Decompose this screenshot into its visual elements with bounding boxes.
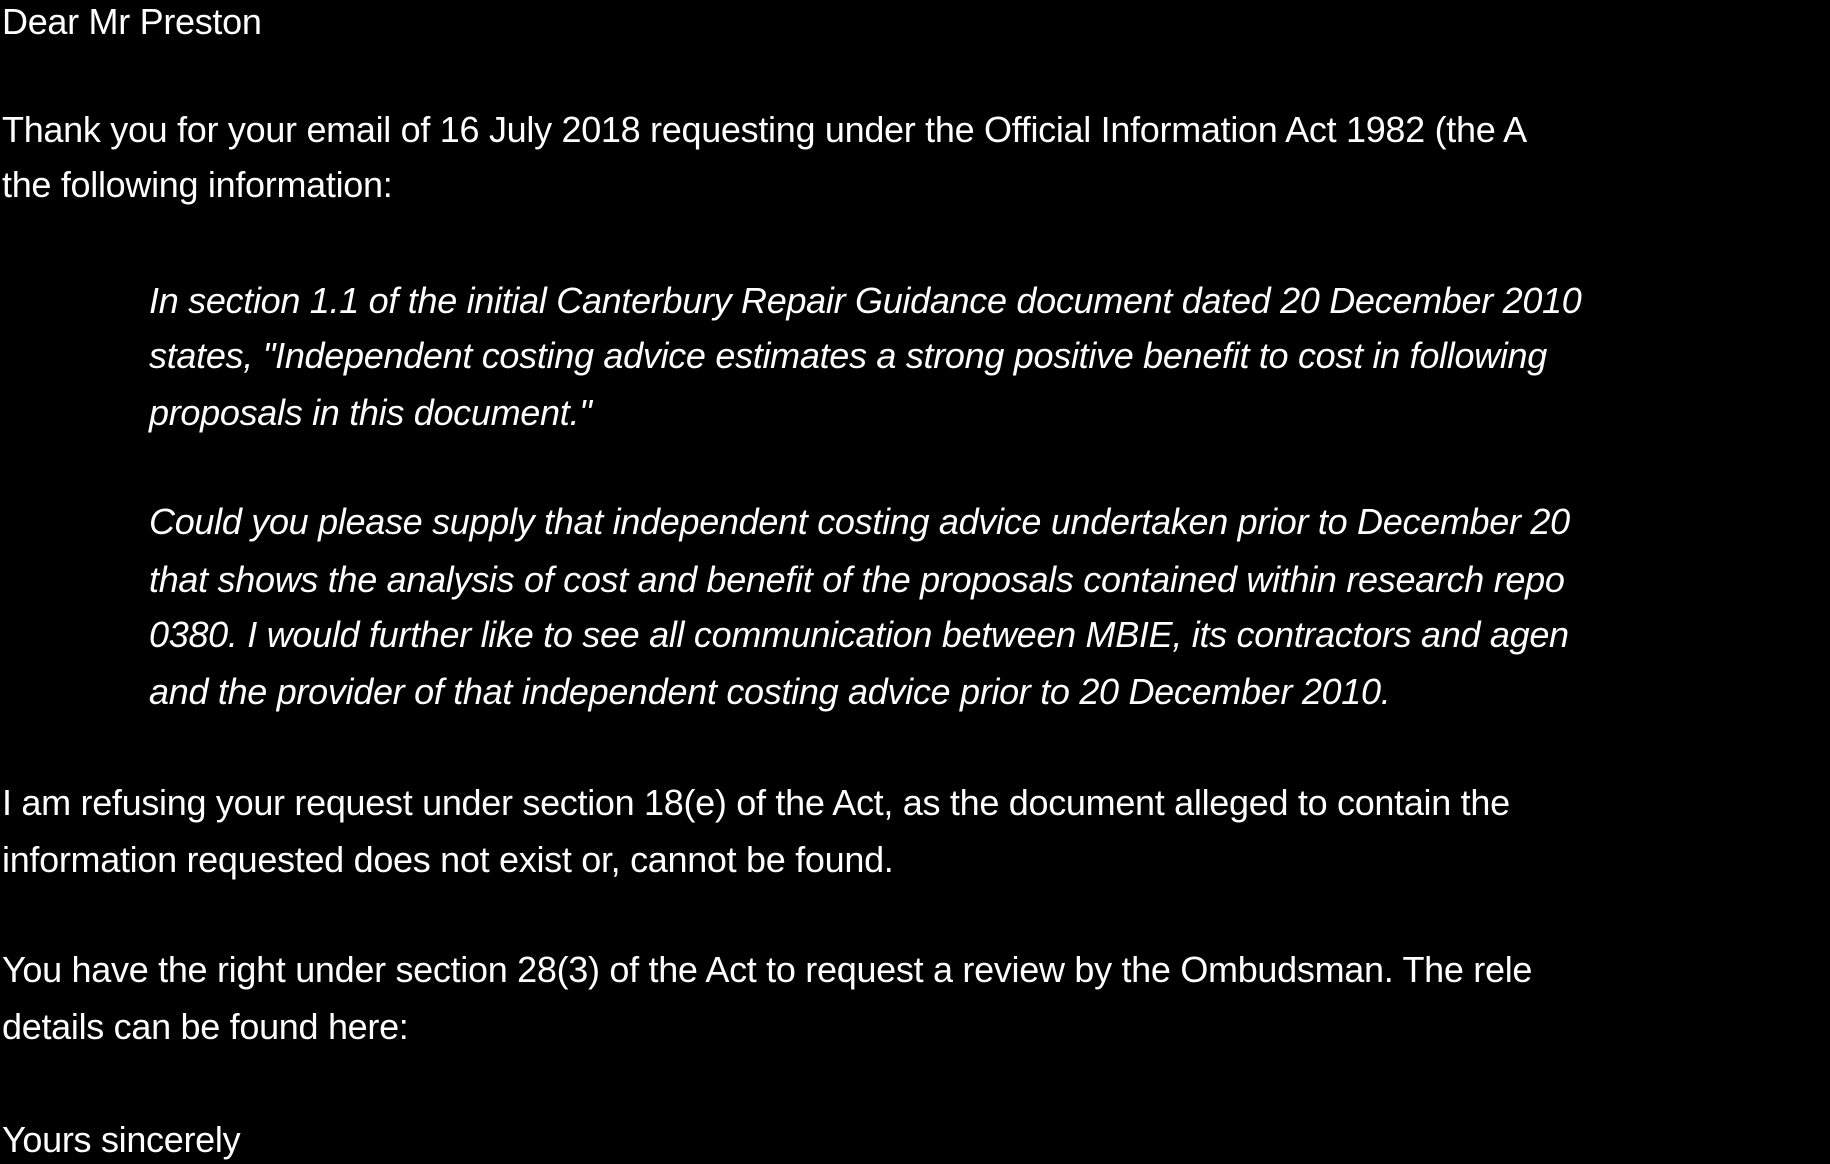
intro-line-2: the following information: xyxy=(2,164,393,205)
quote-2-line-4: and the provider of that independent costing advice prior to 20 December 2010. xyxy=(149,671,1391,712)
closing: Yours sincerely xyxy=(2,1119,241,1160)
quote-1-line-1: In section 1.1 of the initial Canterbury Repair Guidance document dated 20 December 2010 xyxy=(149,280,1582,321)
quote-2-line-2: that shows the analysis of cost and benefit of the proposals contained within research repo xyxy=(149,559,1565,600)
quote-1-line-2: states, "Independent costing advice estimates a strong positive benefit to cost in following xyxy=(149,335,1548,376)
quote-1-line-3: proposals in this document." xyxy=(149,392,592,433)
review-line-2: details can be found here: xyxy=(2,1006,409,1047)
refusal-line-2: information requested does not exist or, cannot be found. xyxy=(2,839,894,880)
salutation: Dear Mr Preston xyxy=(2,1,262,42)
intro-line-1: Thank you for your email of 16 July 2018 requesting under the Official Information Act 1982 (the A xyxy=(2,109,1527,150)
refusal-line-1: I am refusing your request under section 18(e) of the Act, as the document alleged to contain the xyxy=(2,782,1510,823)
quote-2-line-3: 0380. I would further like to see all communication between MBIE, its contractors and agen xyxy=(149,614,1569,655)
quote-2-line-1: Could you please supply that independent costing advice undertaken prior to December 20 xyxy=(149,501,1570,542)
review-line-1: You have the right under section 28(3) of the Act to request a review by the Ombudsman. The rele xyxy=(2,949,1533,990)
